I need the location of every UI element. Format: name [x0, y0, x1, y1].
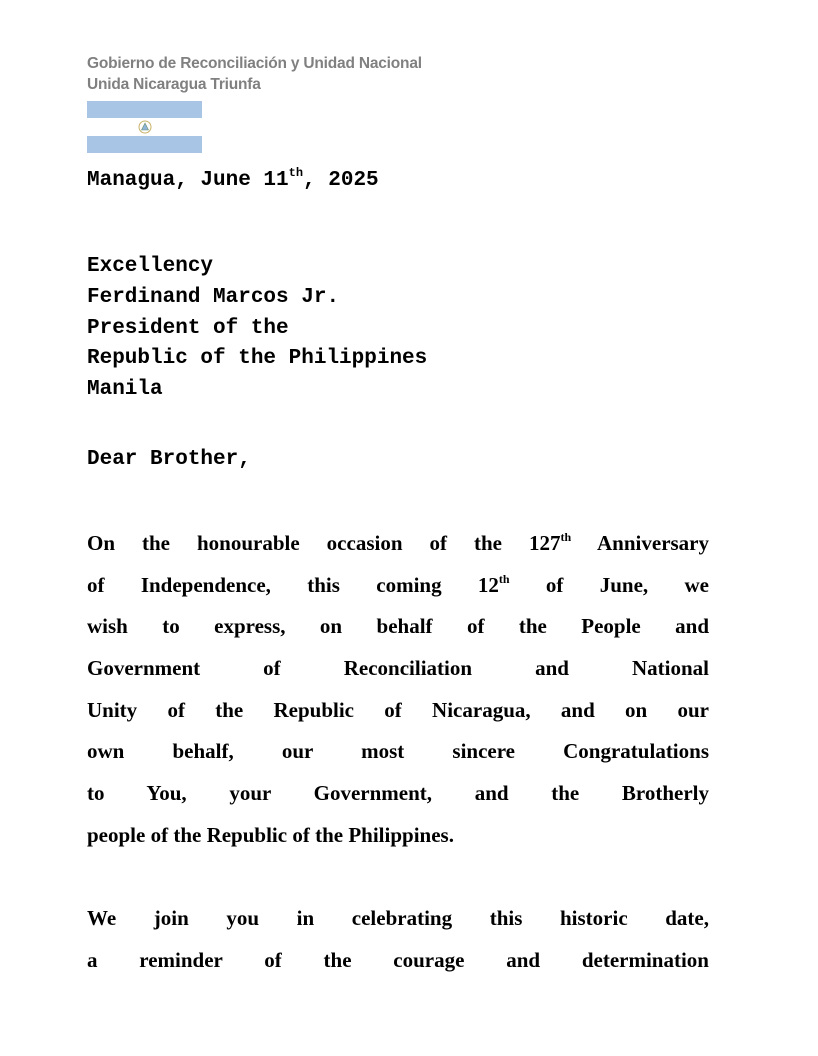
letter-date	[87, 166, 379, 196]
paragraph-line: a reminder of the courage and determination	[87, 947, 709, 972]
paragraph-line: We join you in celebrating this historic date,	[87, 906, 709, 930]
paragraph-line: own behalf, our most sincere Congratulations	[87, 739, 709, 764]
paragraph-line: to You, your Government, and the Brotherly	[87, 781, 709, 806]
flag-top-band	[87, 101, 202, 118]
paragraph-line: people of the Republic of the Philippines.	[87, 822, 454, 847]
paragraph-line: Government of Reconciliation and National	[87, 656, 709, 681]
date-year: , 2025	[303, 169, 379, 192]
flag-middle-band	[87, 118, 202, 135]
nicaragua-flag-icon	[87, 101, 202, 153]
body-paragraph-1	[87, 523, 709, 857]
letterhead-government-name: Gobierno de Reconciliación y Unidad Nacional	[87, 55, 422, 72]
date-text: Managua, June 11	[87, 169, 289, 192]
recipient-title: President of the	[87, 316, 289, 340]
recipient-address	[87, 252, 427, 406]
recipient-country: Republic of the Philippines	[87, 347, 428, 371]
body-paragraph-2	[87, 898, 709, 981]
paragraph-line: Unity of the Republic of Nicaragua, and on our	[87, 697, 709, 722]
recipient-name: Ferdinand Marcos Jr.	[87, 285, 340, 309]
paragraph-line: wish to express, on behalf of the People and	[87, 614, 709, 639]
date-ordinal-suffix: th	[288, 166, 304, 180]
flag-bottom-band	[87, 136, 202, 153]
paragraph-line: of Independence, this coming 12th of June, we	[87, 571, 709, 597]
letterhead-slogan: Unida Nicaragua Triunfa	[87, 76, 261, 93]
recipient-city: Manila	[87, 378, 163, 402]
recipient-honorific: Excellency	[87, 255, 214, 278]
paragraph-line: On the honourable occasion of the 127th Anniversary	[87, 530, 710, 555]
coat-of-arms-icon	[138, 120, 152, 134]
letterhead	[87, 53, 422, 95]
salutation: Dear Brother,	[87, 448, 251, 471]
